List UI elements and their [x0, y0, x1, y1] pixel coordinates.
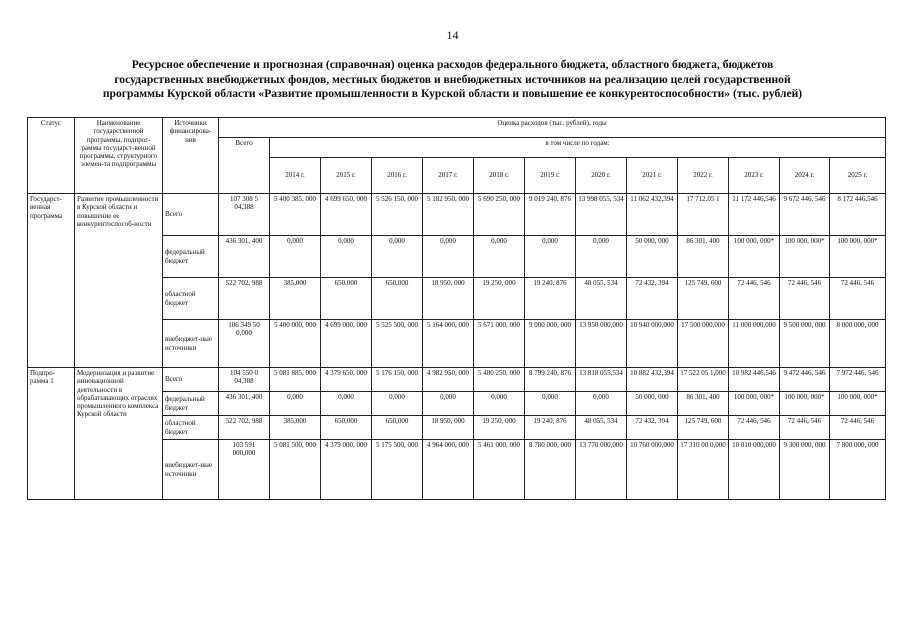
source-cell: областной бюджет	[163, 416, 219, 440]
header-year: 2024 г.	[780, 158, 830, 194]
year-value-cell: 19 240, 876	[525, 278, 576, 320]
year-value-cell: 5 400 385, 000	[270, 194, 321, 236]
year-value-cell: 4 379 650, 000	[321, 368, 372, 392]
year-value-cell: 8 172 446,546	[830, 194, 886, 236]
year-value-cell: 100 000, 000*	[830, 392, 886, 416]
year-value-cell: 11 172 446,546	[729, 194, 780, 236]
year-value-cell: 10 940 000,000	[627, 320, 678, 368]
year-value-cell: 0,000	[423, 392, 474, 416]
year-value-cell: 4 982 950, 000	[423, 368, 474, 392]
total-cell: 104 550 0 04,388	[219, 368, 270, 392]
year-value-cell: 100 000, 000*	[780, 236, 830, 278]
header-year: 2025 г.	[830, 158, 886, 194]
title-line: государственных внебюджетных фондов, местных бюджетов и внебюджетных источников на реализацию целей государственной	[114, 72, 791, 86]
year-value-cell: 650,000	[321, 278, 372, 320]
year-value-cell: 10 882 432,394	[627, 368, 678, 392]
year-value-cell: 10 810 000,000	[729, 440, 780, 500]
page-number: 14	[446, 28, 459, 42]
year-value-cell: 72 446, 546	[780, 278, 830, 320]
year-value-cell: 48 055, 534	[576, 416, 627, 440]
year-value-cell: 9 019 240, 876	[525, 194, 576, 236]
year-value-cell: 650,000	[321, 416, 372, 440]
source-cell: Всего	[163, 368, 219, 392]
year-value-cell: 7 972 446, 546	[830, 368, 886, 392]
year-value-cell: 9 000 000, 000	[525, 320, 576, 368]
year-value-cell: 13 950 000,000	[576, 320, 627, 368]
status-cell: Подпро-рамма 1	[28, 368, 75, 500]
year-value-cell: 385,000	[270, 416, 321, 440]
total-cell: 436 301, 400	[219, 236, 270, 278]
header-status: Статус	[28, 118, 75, 194]
year-value-cell: 650,000	[372, 278, 423, 320]
header-year: 2021 г.	[627, 158, 678, 194]
year-value-cell: 0,000	[423, 236, 474, 278]
year-value-cell: 125 749, 600	[678, 416, 729, 440]
year-value-cell: 10 760 000,000	[627, 440, 678, 500]
header-year: 2018 г.	[474, 158, 525, 194]
year-value-cell: 17 712.05 1	[678, 194, 729, 236]
year-value-cell: 72 446, 546	[830, 278, 886, 320]
total-cell: 522 702, 988	[219, 278, 270, 320]
year-value-cell: 5 671 000, 000	[474, 320, 525, 368]
header-year: 2022 г.	[678, 158, 729, 194]
year-value-cell: 0,000	[321, 236, 372, 278]
year-value-cell: 4 964 000, 000	[423, 440, 474, 500]
header-by-years: в том числе по годам:	[270, 138, 886, 158]
year-value-cell: 0,000	[372, 236, 423, 278]
year-value-cell: 86 301, 400	[678, 236, 729, 278]
year-value-cell: 4 379 000, 000	[321, 440, 372, 500]
year-value-cell: 0,000	[474, 236, 525, 278]
program-name-cell: Развитие промышленности в Курской области и повышение ее конкурентоспособ-ности	[75, 194, 163, 368]
year-value-cell: 5 081 885, 000	[270, 368, 321, 392]
year-value-cell: 72 446, 546	[830, 416, 886, 440]
year-value-cell: 4 699 000, 000	[321, 320, 372, 368]
header-year: 2023 г.	[729, 158, 780, 194]
header-year: 2019 г.	[525, 158, 576, 194]
budget-table	[27, 117, 886, 500]
year-value-cell: 5 182 950, 000	[423, 194, 474, 236]
year-value-cell: 5 400 000, 000	[270, 320, 321, 368]
year-value-cell: 9 300 000, 000	[780, 440, 830, 500]
year-value-cell: 72 446, 546	[729, 416, 780, 440]
year-value-cell: 5 175 500, 000	[372, 440, 423, 500]
header-total: Всего	[219, 138, 270, 194]
year-value-cell: 5 690 250, 000	[474, 194, 525, 236]
total-cell: 436 301, 400	[219, 392, 270, 416]
year-value-cell: 5 461 000, 000	[474, 440, 525, 500]
year-value-cell: 5 526 150, 000	[372, 194, 423, 236]
year-value-cell: 13 818 055,534	[576, 368, 627, 392]
source-cell: внебюджет-ные источники	[163, 320, 219, 368]
status-cell: Государст-венная программа	[28, 194, 75, 368]
year-value-cell: 19 250, 000	[474, 416, 525, 440]
year-value-cell: 86 301, 400	[678, 392, 729, 416]
year-value-cell: 50 000, 000	[627, 236, 678, 278]
year-value-cell: 72 446, 546	[729, 278, 780, 320]
year-value-cell: 0,000	[525, 236, 576, 278]
year-value-cell: 100 000, 000*	[729, 236, 780, 278]
year-value-cell: 9 500 000, 000	[780, 320, 830, 368]
total-cell: 106 349 50 0,000	[219, 320, 270, 368]
year-value-cell: 11 000 000,000	[729, 320, 780, 368]
year-value-cell: 10 982 446,546	[729, 368, 780, 392]
year-value-cell: 18 950, 000	[423, 416, 474, 440]
year-value-cell: 17 522 05 1,000	[678, 368, 729, 392]
year-value-cell: 100 000, 000*	[729, 392, 780, 416]
year-value-cell: 100 000, 000*	[780, 392, 830, 416]
year-value-cell: 18 950, 000	[423, 278, 474, 320]
year-value-cell: 9 672 446, 546	[780, 194, 830, 236]
year-value-cell: 0,000	[576, 392, 627, 416]
year-value-cell: 13 998 055, 534	[576, 194, 627, 236]
header-year: 2014 г.	[270, 158, 321, 194]
document-title	[40, 58, 865, 102]
year-value-cell: 0,000	[270, 392, 321, 416]
year-value-cell: 5 525 500, 000	[372, 320, 423, 368]
year-value-cell: 385,000	[270, 278, 321, 320]
header-estimate: Оценка расходов (тыс. рублей), годы	[219, 118, 886, 138]
table-row	[28, 368, 886, 392]
year-value-cell: 8 799 240, 876	[525, 368, 576, 392]
year-value-cell: 0,000	[474, 392, 525, 416]
year-value-cell: 0,000	[270, 236, 321, 278]
header-year: 2017 г.	[423, 158, 474, 194]
year-value-cell: 13 770 000,000	[576, 440, 627, 500]
year-value-cell: 0,000	[525, 392, 576, 416]
total-cell: 522 702, 988	[219, 416, 270, 440]
year-value-cell: 19 240, 876	[525, 416, 576, 440]
year-value-cell: 17 500 000,000	[678, 320, 729, 368]
year-value-cell: 4 699 650, 000	[321, 194, 372, 236]
source-cell: Всего	[163, 194, 219, 236]
table-row	[28, 194, 886, 236]
year-value-cell: 5 176 150, 000	[372, 368, 423, 392]
header-year: 2015 г.	[321, 158, 372, 194]
year-value-cell: 5 164 000, 000	[423, 320, 474, 368]
year-value-cell: 5 480 250, 000	[474, 368, 525, 392]
year-value-cell: 125 749, 600	[678, 278, 729, 320]
year-value-cell: 17 310 00 0,000	[678, 440, 729, 500]
year-value-cell: 48 055, 534	[576, 278, 627, 320]
year-value-cell: 9 472 446, 546	[780, 368, 830, 392]
year-value-cell: 0,000	[576, 236, 627, 278]
source-cell: федеральный бюджет	[163, 236, 219, 278]
title-line: Ресурсное обеспечение и прогнозная (справочная) оценка расходов федерального бюджета, областного бюджета, бюджетов	[131, 58, 774, 71]
header-sources: Источники финансирова-ния	[163, 118, 219, 194]
year-value-cell: 72 446, 546	[780, 416, 830, 440]
year-value-cell: 19 250, 000	[474, 278, 525, 320]
header-year: 2020 г.	[576, 158, 627, 194]
title-line: программы Курской области «Развитие промышленности в Курской области и повышение ее конкурентоспособности» (тыс. рублей)	[102, 87, 803, 101]
year-value-cell: 5 081 500, 000	[270, 440, 321, 500]
year-value-cell: 0,000	[321, 392, 372, 416]
header-year: 2016 г.	[372, 158, 423, 194]
year-value-cell: 100 000, 000*	[830, 236, 886, 278]
year-value-cell: 650,000	[372, 416, 423, 440]
year-value-cell: 8 000 000, 000	[830, 320, 886, 368]
total-cell: 107 308 5 04,388	[219, 194, 270, 236]
header-name: Наименование государственной программы, подпрог-раммы государст-венной программы, структурного элемен-та подпрограммы	[75, 118, 163, 194]
year-value-cell: 11 062 432,394	[627, 194, 678, 236]
year-value-cell: 7 800 000, 000	[830, 440, 886, 500]
total-cell: 103 591 000,000	[219, 440, 270, 500]
year-value-cell: 0,000	[372, 392, 423, 416]
source-cell: областной бюджет	[163, 278, 219, 320]
year-value-cell: 72 432, 394	[627, 416, 678, 440]
year-value-cell: 72 432, 394	[627, 278, 678, 320]
source-cell: федеральный бюджет	[163, 392, 219, 416]
source-cell: внебюджет-ные источники	[163, 440, 219, 500]
year-value-cell: 50 000, 000	[627, 392, 678, 416]
program-name-cell: Модернизация и развитие инновационной деятельности в обрабатывающих отраслях промышленного комплекса Курской области	[75, 368, 163, 500]
year-value-cell: 8 780 000, 000	[525, 440, 576, 500]
